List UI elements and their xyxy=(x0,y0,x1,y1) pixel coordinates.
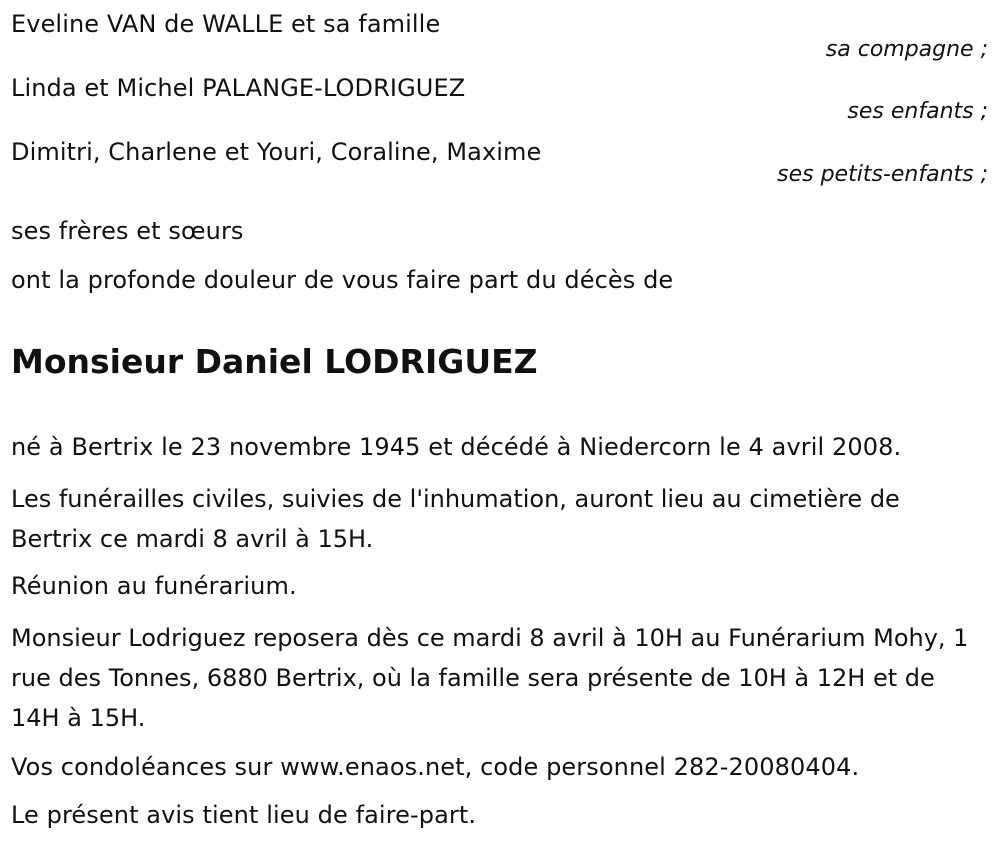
family-line-partner: Eveline VAN de WALLE et sa famille xyxy=(11,10,441,38)
funeral-paragraph: Les funérailles civiles, suivies de l'inhumation, auront lieu au cimetière de Bertrix ce mardi 8 avril à 15H. xyxy=(11,485,900,553)
deceased-name: Monsieur Daniel LODRIGUEZ xyxy=(11,342,538,381)
condolences-line: Vos condoléances sur www.enaos.net, code personnel 282-20080404. xyxy=(11,753,860,781)
announcement-line: ont la profonde douleur de vous faire part du décès de xyxy=(11,266,674,294)
relation-grandchildren: ses petits-enfants ; xyxy=(777,162,988,187)
notice-line: Le présent avis tient lieu de faire-part. xyxy=(11,801,477,829)
birth-death-line: né à Bertrix le 23 novembre 1945 et décédé à Niedercorn le 4 avril 2008. xyxy=(11,433,902,461)
family-line-grandchildren: Dimitri, Charlene et Youri, Coraline, Maxime xyxy=(11,138,542,166)
relation-children: ses enfants ; xyxy=(847,99,988,124)
siblings-line: ses frères et sœurs xyxy=(11,217,244,245)
family-line-children: Linda et Michel PALANGE-LODRIGUEZ xyxy=(11,74,466,102)
visitation-paragraph: Monsieur Lodriguez reposera dès ce mardi 8 avril à 10H au Funérarium Mohy, 1 rue des Tonnes, 6880 Bertrix, où la famille sera présente de 10H à 12H et de 14H à 15H. xyxy=(11,624,969,732)
relation-partner: sa compagne ; xyxy=(825,37,988,62)
meeting-line: Réunion au funérarium. xyxy=(11,572,297,600)
